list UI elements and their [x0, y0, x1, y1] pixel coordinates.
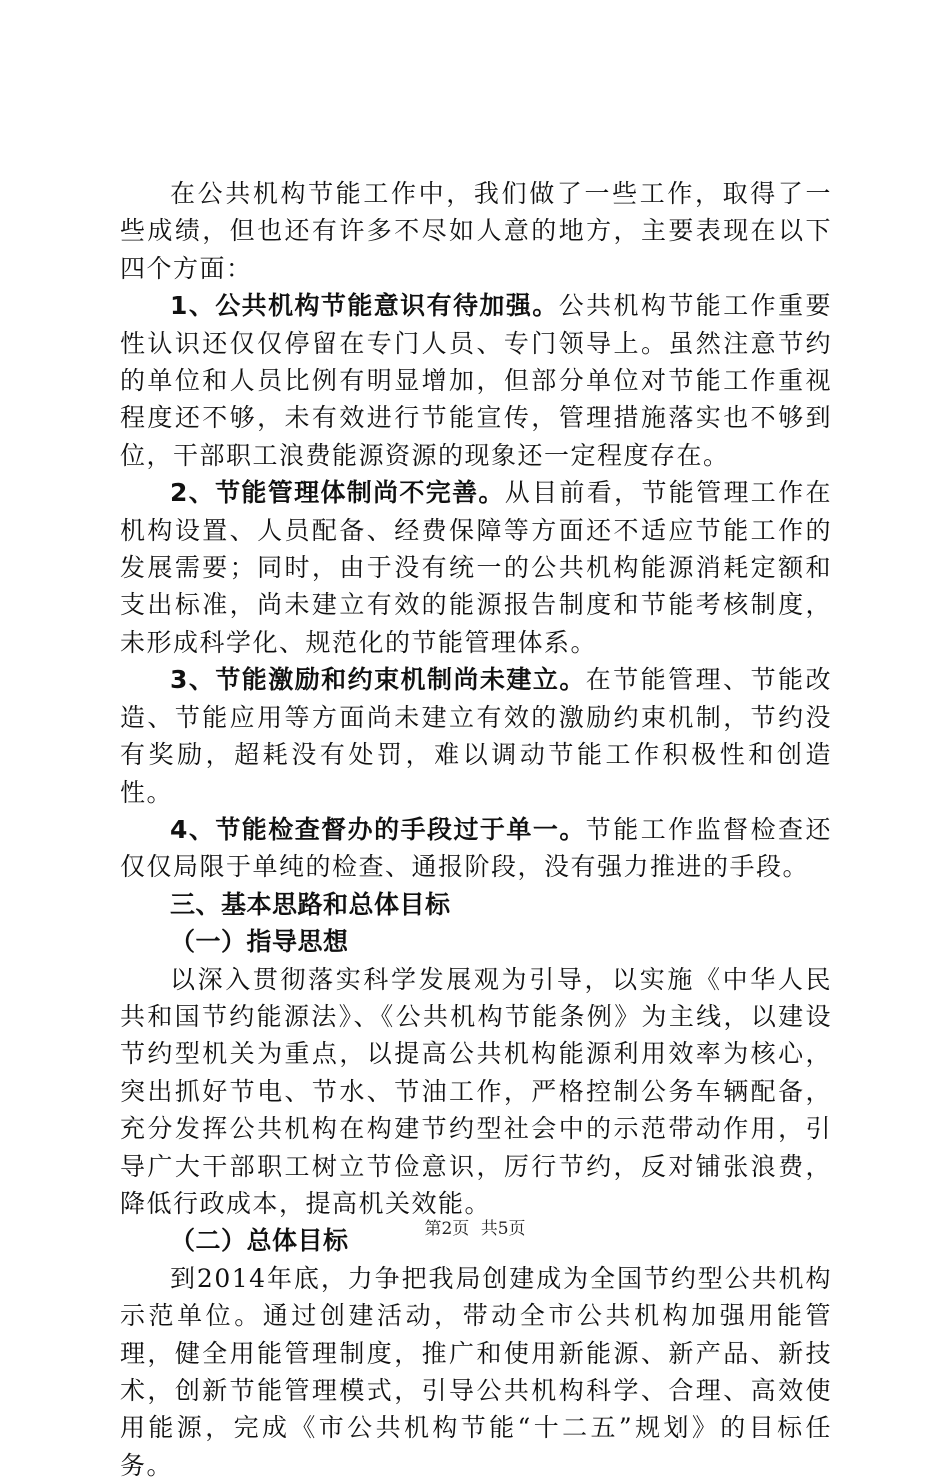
point-heading: 2、节能管理体制尚不完善。 [170, 478, 505, 508]
page-total: 共5页 [480, 1219, 526, 1239]
paragraph-text: 节能工作监督检查还仅仅局限于单纯的检查、通报阶段，没有强力推进的手段。 [120, 814, 832, 882]
section-heading-text: 三、基本思路和总体目标 [170, 889, 451, 919]
point-heading: 3、节能激励和约束机制尚未建立。 [170, 665, 586, 695]
paragraph-text: 公共机构节能工作重要性认识还仅仅停留在专门人员、专门领导上。虽然注意节约的单位和人员比例有明显增加，但部分单位对节能工作重视程度还不够，未有效进行节能宣传，管理措施落实也不够到位，干部职工浪费能源资源的现象还一定程度存在。 [120, 291, 832, 470]
paragraph-text: 到2014年底，力争把我局创建成为全国节约型公共机构示范单位。通过创建活动，带动全市公共机构加强用能管理，健全用能管理制度，推广和使用新能源、新产品、新技术，创新节能管理模式，引导公共机构科学、合理、高效使用能源，完成《市公共机构节能“十二五”规划》的目标任务。 [120, 1263, 832, 1480]
paragraph-point-3 [120, 661, 832, 811]
paragraph-point-4 [120, 811, 832, 886]
point-heading: 4、节能检查督办的手段过于单一。 [170, 814, 586, 844]
point-heading: 1、公共机构节能意识有待加强。 [170, 291, 559, 321]
paragraph-text: 在节能管理、节能改造、节能应用等方面尚未建立有效的激励约束机制，节约没有奖励，超耗没有处罚，难以调动节能工作积极性和创造性。 [120, 665, 832, 807]
paragraph-text: 在公共机构节能工作中，我们做了一些工作，取得了一些成绩，但也还有许多不尽如人意的地方，主要表现在以下四个方面： [120, 179, 832, 283]
paragraph-intro [120, 175, 832, 287]
paragraph-point-2 [120, 474, 832, 661]
paragraph-text: 从目前看，节能管理工作在机构设置、人员配备、经费保障等方面还不适应节能工作的发展需要；同时，由于没有统一的公共机构能源消耗定额和支出标准，尚未建立有效的能源报告制度和节能考核制度，未形成科学化、规范化的节能管理体系。 [120, 478, 832, 657]
subsection-heading-text: （二）总体目标 [170, 1226, 349, 1256]
subsection-heading-guiding [120, 923, 832, 960]
paragraph-point-1 [120, 287, 832, 474]
document-body [120, 175, 832, 1484]
section-heading [120, 886, 832, 923]
page-footer [0, 1214, 950, 1239]
paragraph-guiding [120, 961, 832, 1223]
page-number: 第2页 [424, 1219, 470, 1239]
paragraph-goal [120, 1260, 832, 1484]
subsection-heading-text: （一）指导思想 [170, 927, 349, 957]
paragraph-text: 以深入贯彻落实科学发展观为引导，以实施《中华人民共和国节约能源法》、《公共机构节能条例》为主线，以建设节约型机关为重点，以提高公共机构能源利用效率为核心，突出抓好节电、节水、节油工作，严格控制公务车辆配备，充分发挥公共机构在构建节约型社会中的示范带动作用，引导广大干部职工树立节俭意识，厉行节约，反对铺张浪费，降低行政成本，提高机关效能。 [120, 964, 832, 1218]
